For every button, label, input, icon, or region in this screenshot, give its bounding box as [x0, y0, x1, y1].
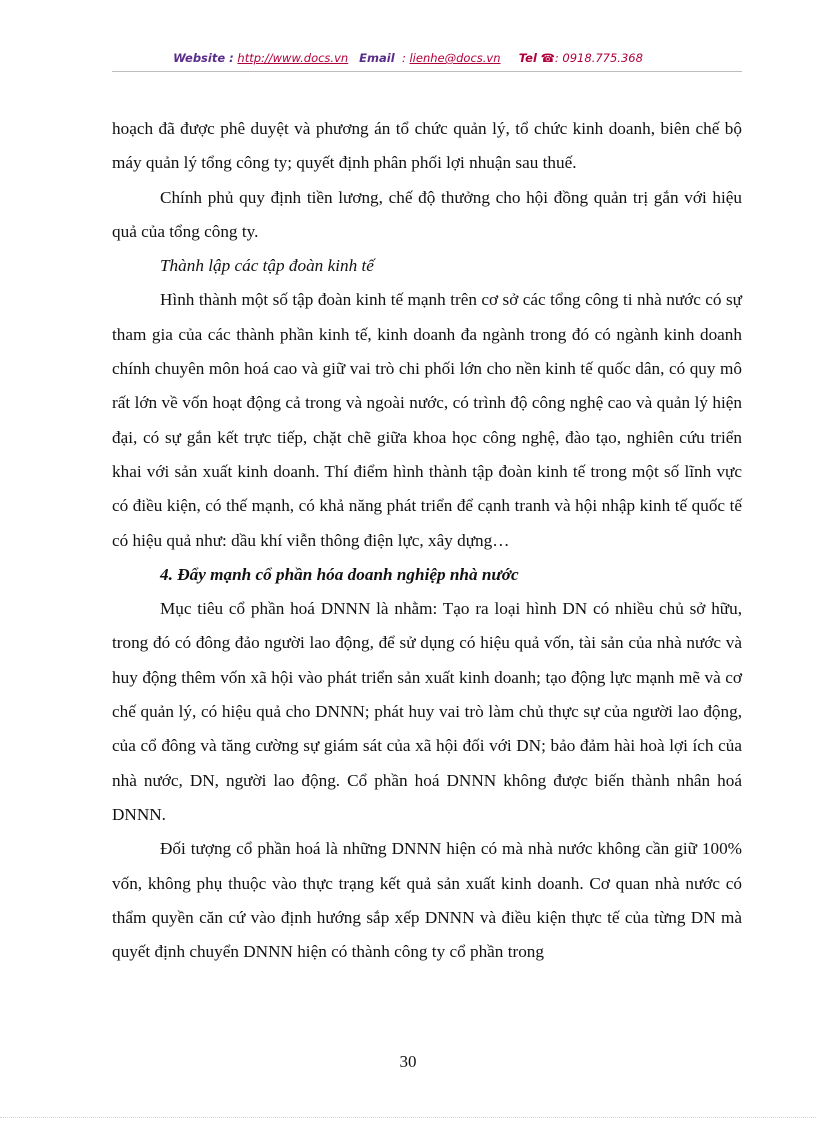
page-number: 30	[399, 1052, 417, 1071]
paragraph: hoạch đã được phê duyệt và phương án tổ chức quản lý, tổ chức kinh doanh, biên chế bộ máy quản lý tổng công ty; quyết định phân phối lợi nhuận sau thuế.	[112, 119, 742, 173]
email-label: Email	[359, 51, 395, 65]
email-separator: :	[401, 51, 406, 65]
phone-icon: ☎	[540, 51, 555, 65]
paragraph: Hình thành một số tập đoàn kinh tế mạnh trên cơ sở các tổng công ti nhà nước có sự tham gia của các thành phần kinh tế, kinh doanh đa ngành trong đó có ngành kinh doanh chính chuyên môn hoá cao và giữ vai trò chi phối lớn cho nền kinh tế quốc dân, có quy mô rất lớn về vốn hoạt động cả trong và ngoài nước, có trình độ công nghệ cao và quản lý hiện đại, có sự gắn kết trực tiếp, chặt chẽ giữa khoa học công nghệ, đào tạo, nghiên cứu triển khai với sản xuất kinh doanh. Thí điểm hình thành tập đoàn kinh tế trong một số lĩnh vực có điều kiện, có thế mạnh, có khả năng phát triển để cạnh tranh và hội nhập kinh tế quốc tế có hiệu quả như: dầu khí viễn thông điện lực, xây dựng…	[112, 290, 742, 550]
tel-number: 0918.775.368	[562, 51, 643, 65]
footer-divider	[0, 1117, 816, 1118]
subheading: Thành lập các tập đoàn kinh tế	[160, 256, 374, 276]
section-heading: 4. Đẩy mạnh cổ phần hóa doanh nghiệp nhà nước	[160, 564, 519, 584]
header-divider	[112, 71, 742, 72]
paragraph: Chính phủ quy định tiền lương, chế độ thưởng cho hội đồng quản trị gắn với hiệu quả của tổng công ty.	[112, 187, 742, 241]
tel-label: Tel	[518, 51, 537, 65]
page-header	[0, 51, 816, 65]
paragraph: Mục tiêu cổ phần hoá DNNN là nhằm: Tạo ra loại hình DN có nhiều chủ sở hữu, trong đó có đông đảo người lao động, để sử dụng có hiệu quả vốn, tài sản của nhà nước và huy động thêm vốn xã hội vào phát triển sản xuất kinh doanh; tạo động lực mạnh mẽ và cơ chế quản lý, có hiệu quả cho DNNN; phát huy vai trò làm chủ thực sự của người lao động, của cổ đông và tăng cường sự giám sát của xã hội đối với DN; bảo đảm hài hoà lợi ích của nhà nước, DN, người lao động. Cổ phần hoá DNNN không được biến thành nhân hoá DNNN.	[112, 599, 742, 824]
website-label: Website :	[173, 51, 234, 65]
tel-separator: :	[554, 51, 559, 65]
email-link[interactable]: lienhe@docs.vn	[409, 51, 501, 65]
paragraph: Đối tượng cổ phần hoá là những DNNN hiện có mà nhà nước không cần giữ 100% vốn, không phụ thuộc vào thực trạng kết quả sản xuất kinh doanh. Cơ quan nhà nước có thẩm quyền căn cứ vào định hướng sắp xếp DNNN và điều kiện thực tế của từng DN mà quyết định chuyển DNNN hiện có thành công ty cổ phần trong	[112, 839, 742, 962]
document-body	[112, 112, 742, 969]
website-link[interactable]: http://www.docs.vn	[237, 51, 349, 65]
